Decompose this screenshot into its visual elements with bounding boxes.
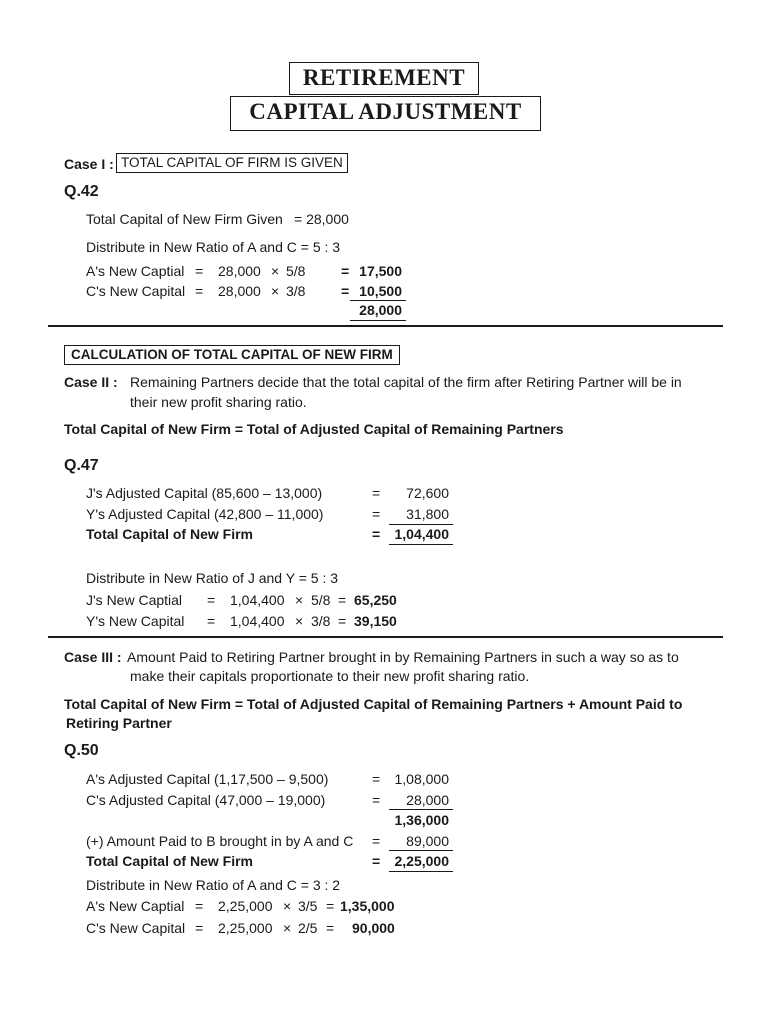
case2-dist-result: 65,250	[354, 592, 397, 608]
case2-row-value: 31,800	[406, 506, 449, 522]
case3-dist-expr-b: 3/5	[298, 898, 318, 914]
case1-row-times: ×	[271, 263, 280, 279]
case3-total-overline	[389, 850, 453, 851]
case3-subtotal-value: 1,36,000	[394, 812, 449, 828]
case1-row-expr-b: 3/8	[286, 283, 306, 299]
case3-label: Case III :	[64, 649, 122, 665]
case2-dist-label: J's New Captial	[86, 592, 183, 608]
case1-label: Case I :	[64, 156, 114, 172]
case1-given-value: = 28,000	[294, 211, 349, 227]
case3-total-underline	[389, 871, 453, 872]
case1-row-eq2: =	[341, 263, 350, 279]
case3-row-label: (+) Amount Paid to B brought in by A and C	[86, 833, 354, 849]
case3-desc-1: Amount Paid to Retiring Partner brought in by Remaining Partners in such a way so as to	[127, 649, 679, 665]
case3-dist-label: C's New Capital	[86, 920, 186, 936]
case3-dist-result: 90,000	[352, 920, 395, 936]
case2-desc-1: Remaining Partners decide that the total capital of the firm after Retiring Partner will be in	[130, 374, 682, 390]
case2-label: Case II :	[64, 374, 118, 390]
case1-question: Q.42	[64, 183, 99, 200]
case2-dist-expr-a: 1,04,400	[230, 613, 285, 629]
case3-row-eq: =	[372, 833, 381, 849]
case2-dist-expr-b: 3/8	[311, 613, 331, 629]
case2-total-underline	[389, 544, 453, 545]
case3-row-value: 1,08,000	[394, 771, 449, 787]
case2-row-eq: =	[372, 485, 381, 501]
case2-boxed-title: CALCULATION OF TOTAL CAPITAL OF NEW FIRM	[64, 345, 400, 365]
case2-ratio-line: Distribute in New Ratio of J and Y = 5 : 3	[86, 570, 339, 586]
case3-dist-eq2: =	[326, 898, 335, 914]
case1-row-eq: =	[195, 263, 204, 279]
case2-row-value: 72,600	[406, 485, 449, 501]
title-retirement: RETIREMENT	[289, 62, 479, 95]
case3-formula-2: Retiring Partner	[66, 715, 172, 731]
case3-dist-expr-a: 2,25,000	[218, 898, 273, 914]
case2-dist-eq: =	[207, 613, 216, 629]
case1-ratio-line: Distribute in New Ratio of A and C = 5 : 3	[86, 239, 341, 255]
case3-dist-eq: =	[195, 920, 204, 936]
case1-row-expr-a: 28,000	[218, 283, 261, 299]
case2-row-label: Y's Adjusted Capital (42,800 – 11,000)	[86, 506, 324, 522]
case3-formula-1: Total Capital of New Firm = Total of Adjusted Capital of Remaining Partners + Amount Paid to	[64, 696, 683, 712]
case3-dist-result: 1,35,000	[340, 898, 395, 914]
case1-total-underline	[350, 320, 406, 321]
case1-boxed-title: TOTAL CAPITAL OF FIRM IS GIVEN	[116, 153, 348, 173]
case2-row-label: Total Capital of New Firm	[86, 526, 253, 542]
case1-given-line: Total Capital of New Firm Given	[86, 211, 283, 227]
section-divider	[48, 325, 723, 327]
case3-row-value: 28,000	[406, 792, 449, 808]
case2-dist-label: Y's New Capital	[86, 613, 185, 629]
case1-row-label: A's New Captial	[86, 263, 185, 279]
case1-total-overline	[350, 300, 406, 301]
case2-dist-eq2: =	[338, 613, 347, 629]
case3-dist-times: ×	[283, 898, 292, 914]
case2-row-label: J's Adjusted Capital (85,600 – 13,000)	[86, 485, 323, 501]
section-divider	[48, 636, 723, 638]
case2-dist-expr-a: 1,04,400	[230, 592, 285, 608]
case1-row-result: 10,500	[359, 283, 402, 299]
case3-dist-times: ×	[283, 920, 292, 936]
case2-dist-eq2: =	[338, 592, 347, 608]
case1-row-eq: =	[195, 283, 204, 299]
case3-subtotal-overline	[389, 809, 453, 810]
case3-row-eq: =	[372, 771, 381, 787]
case3-dist-expr-b: 2/5	[298, 920, 318, 936]
case2-dist-result: 39,150	[354, 613, 397, 629]
case1-row-label: C's New Capital	[86, 283, 186, 299]
case1-row-eq2: =	[341, 283, 350, 299]
case3-row-value: 2,25,000	[394, 853, 449, 869]
case1-row-expr-b: 5/8	[286, 263, 306, 279]
case2-dist-expr-b: 5/8	[311, 592, 331, 608]
case1-row-result: 17,500	[359, 263, 402, 279]
case3-dist-eq2: =	[326, 920, 335, 936]
case3-row-label: A's Adjusted Capital (1,17,500 – 9,500)	[86, 771, 329, 787]
case3-dist-expr-a: 2,25,000	[218, 920, 273, 936]
case2-row-value: 1,04,400	[394, 526, 449, 542]
case3-row-eq: =	[372, 853, 381, 869]
case1-total: 28,000	[359, 302, 402, 318]
case3-dist-label: A's New Captial	[86, 898, 185, 914]
case2-desc-2: their new profit sharing ratio.	[130, 394, 307, 410]
case3-dist-eq: =	[195, 898, 204, 914]
case2-question: Q.47	[64, 457, 99, 474]
title-capital-adjustment: CAPITAL ADJUSTMENT	[230, 96, 541, 131]
case1-row-times: ×	[271, 283, 280, 299]
case3-ratio-line: Distribute in New Ratio of A and C = 3 : 2	[86, 877, 341, 893]
case2-dist-times: ×	[295, 592, 304, 608]
case3-row-value: 89,000	[406, 833, 449, 849]
case1-row-expr-a: 28,000	[218, 263, 261, 279]
case3-row-eq: =	[372, 792, 381, 808]
case2-dist-times: ×	[295, 613, 304, 629]
case2-dist-eq: =	[207, 592, 216, 608]
case3-row-label: Total Capital of New Firm	[86, 853, 253, 869]
case2-row-eq: =	[372, 526, 381, 542]
case3-desc-2: make their capitals proportionate to their new profit sharing ratio.	[130, 668, 530, 684]
case2-total-overline	[389, 524, 453, 525]
case3-row-label: C's Adjusted Capital (47,000 – 19,000)	[86, 792, 326, 808]
case2-row-eq: =	[372, 506, 381, 522]
case3-question: Q.50	[64, 742, 99, 759]
case2-formula: Total Capital of New Firm = Total of Adjusted Capital of Remaining Partners	[64, 421, 564, 437]
